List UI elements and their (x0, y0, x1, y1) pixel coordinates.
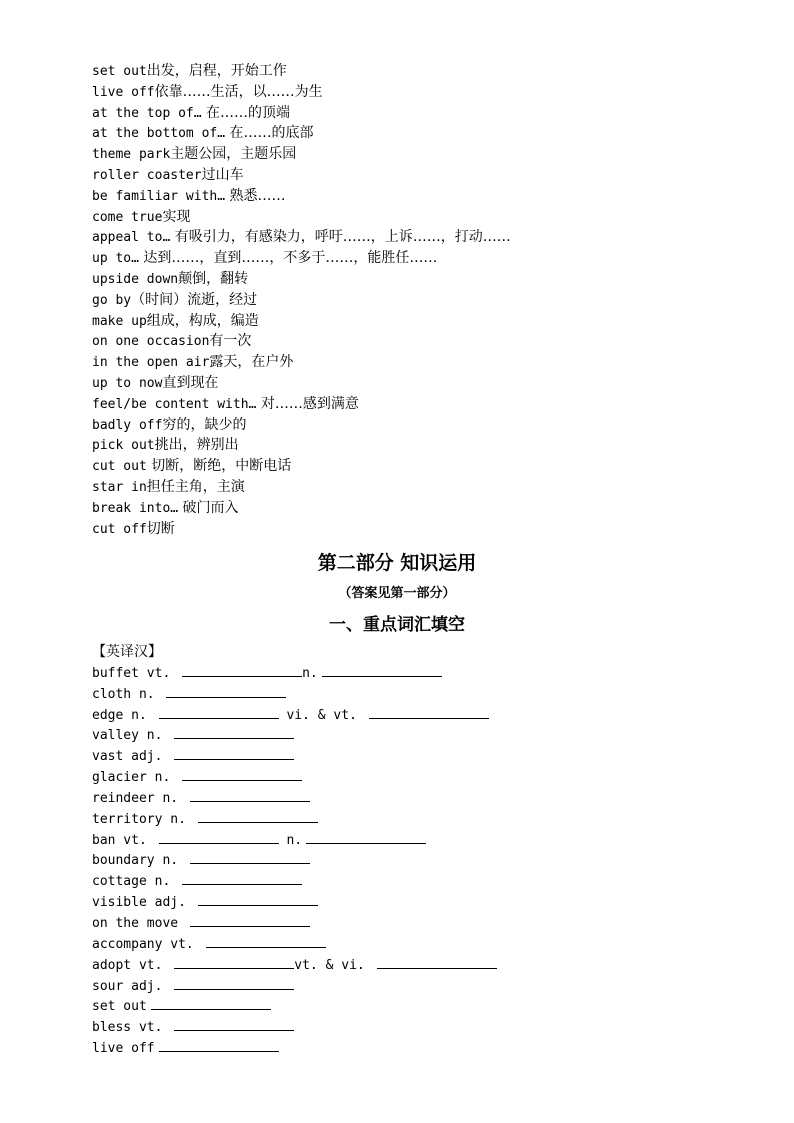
answer-blank[interactable] (306, 830, 426, 844)
phrase-english: set out (92, 64, 147, 79)
phrase-item (92, 331, 732, 352)
phrase-chinese: 破门而入 (178, 499, 239, 516)
phrase-item (92, 394, 732, 415)
answer-blank[interactable] (174, 955, 294, 969)
phrase-english: feel/be content with… (92, 396, 257, 412)
answer-blank[interactable] (174, 976, 294, 990)
phrase-english: theme park (92, 147, 171, 163)
phrase-item (92, 477, 732, 498)
vocab-exercise (92, 642, 732, 1059)
phrase-english: live off (92, 84, 155, 100)
phrase-chinese: 在……的底部 (225, 125, 314, 142)
vocab-term: cottage n. (92, 874, 179, 890)
vocab-item (92, 913, 732, 934)
answer-blank[interactable] (322, 663, 442, 677)
answer-blank[interactable] (174, 725, 294, 739)
vocab-item (92, 788, 732, 809)
phrase-chinese: 直到现在 (162, 374, 219, 391)
answer-blank[interactable] (182, 871, 302, 885)
answer-blank[interactable] (159, 1038, 279, 1052)
vocab-item (92, 705, 732, 726)
answer-blank[interactable] (190, 850, 310, 864)
section-title: 第二部分 知识运用 (317, 552, 477, 574)
phrase-chinese: （时间）流逝，经过 (131, 291, 258, 308)
vocab-label-row (92, 642, 732, 663)
phrase-chinese: 有一次 (209, 333, 252, 350)
vocab-item (92, 663, 732, 684)
phrase-list (92, 61, 732, 539)
vocab-term: territory n. (92, 811, 194, 827)
vocab-term: edge n. (92, 707, 155, 723)
answer-blank[interactable] (174, 746, 294, 760)
answer-blank[interactable] (166, 684, 286, 698)
vocab-term: valley n. (92, 728, 171, 744)
vocab-term-secondary: n. (302, 665, 318, 681)
vocab-term: sour adj. (92, 978, 171, 994)
answer-blank[interactable] (151, 996, 271, 1010)
vocab-item (92, 746, 732, 767)
vocab-term: adopt vt. (92, 957, 171, 973)
answer-blank[interactable] (198, 809, 318, 823)
phrase-english: make up (92, 313, 147, 329)
vocab-item (92, 955, 732, 976)
vocab-term-secondary: vi. & vt. (278, 707, 365, 723)
answer-blank[interactable] (174, 1017, 294, 1031)
phrase-chinese: 组成，构成，编造 (146, 312, 259, 329)
phrase-english: cut off (92, 521, 147, 537)
phrase-chinese: 切断，断绝，中断电话 (146, 458, 292, 475)
phrase-chinese: 担任主角，主演 (146, 478, 245, 495)
phrase-english: badly off (92, 417, 163, 433)
vocab-term: cloth n. (92, 686, 163, 702)
answer-blank[interactable] (159, 705, 279, 719)
phrase-chinese: 出发，启程，开始工作 (146, 63, 287, 79)
phrase-english: on one occasion (92, 334, 210, 350)
vocab-item (92, 1017, 732, 1038)
phrase-item (92, 186, 732, 207)
phrase-chinese: 颠倒，翻转 (178, 270, 249, 287)
vocab-item (92, 850, 732, 871)
answer-blank[interactable] (182, 663, 302, 677)
vocab-item (92, 871, 732, 892)
phrase-item (92, 269, 732, 290)
phrase-chinese: 过山车 (201, 166, 244, 183)
answer-blank[interactable] (190, 913, 310, 927)
phrase-chinese: 有吸引力，有感染力，呼吁……，上诉……，打动…… (170, 229, 511, 246)
phrase-item (92, 227, 732, 248)
phrase-item (92, 165, 732, 186)
vocab-term: ban vt. (92, 832, 155, 848)
vocab-item (92, 892, 732, 913)
phrase-item (92, 248, 732, 269)
vocab-item (92, 767, 732, 788)
vocab-term: accompany vt. (92, 936, 202, 952)
phrase-item (92, 435, 732, 456)
phrase-chinese: 对……感到满意 (256, 395, 359, 412)
phrase-item (92, 415, 732, 436)
phrase-chinese: 熟悉…… (225, 187, 286, 204)
phrase-english: come true (92, 209, 163, 225)
phrase-english: pick out (92, 438, 155, 454)
phrase-chinese: 在……的顶端 (201, 104, 291, 121)
vocab-item (92, 996, 732, 1017)
vocab-term-secondary: vt. & vi. (294, 957, 373, 973)
vocab-term: visible adj. (92, 895, 194, 911)
vocab-item (92, 809, 732, 830)
vocab-term: on the move (92, 915, 186, 931)
section-note: （答案见第一部分） (338, 586, 456, 601)
phrase-item (92, 373, 732, 394)
phrase-chinese: 穷的，缺少的 (162, 416, 247, 433)
phrase-item (92, 123, 732, 144)
phrase-english: star in (92, 479, 147, 495)
phrase-english: up to… (92, 251, 139, 267)
phrase-english: cut out (92, 459, 147, 475)
phrase-chinese: 主题公园，主题乐园 (170, 146, 297, 163)
phrase-english: upside down (92, 271, 179, 287)
vocab-term: glacier n. (92, 770, 179, 786)
vocab-term-secondary: n. (278, 832, 303, 848)
section-subtitle: 一、重点词汇填空 (329, 615, 465, 635)
phrase-chinese: 依靠……生活，以……为生 (154, 83, 323, 100)
phrase-item (92, 456, 732, 477)
phrase-chinese: 露天，在户外 (209, 354, 294, 371)
phrase-item (92, 82, 732, 103)
phrase-chinese: 挑出，辨别出 (154, 437, 239, 454)
vocab-item (92, 934, 732, 955)
vocab-item (92, 725, 732, 746)
phrase-chinese: 实现 (162, 208, 191, 225)
answer-blank[interactable] (190, 788, 310, 802)
answer-blank[interactable] (206, 934, 326, 948)
phrase-item (92, 290, 732, 311)
phrase-item (92, 311, 732, 332)
answer-blank[interactable] (377, 955, 497, 969)
phrase-chinese: 达到……，直到……，不多于……，能胜任…… (138, 250, 438, 267)
vocab-term: set out (92, 999, 147, 1015)
phrase-english: up to now (92, 375, 163, 391)
phrase-item (92, 144, 732, 165)
phrase-english: be familiar with… (92, 188, 226, 204)
phrase-english: go by (92, 292, 132, 308)
vocab-item (92, 830, 732, 851)
phrase-item (92, 207, 732, 228)
vocab-term: boundary n. (92, 853, 186, 869)
answer-blank[interactable] (369, 705, 489, 719)
phrase-item (92, 103, 732, 124)
phrase-english: at the bottom of… (92, 126, 226, 142)
answer-blank[interactable] (182, 767, 302, 781)
vocab-item (92, 684, 732, 705)
vocab-item (92, 976, 732, 997)
answer-blank[interactable] (198, 892, 318, 906)
phrase-chinese: 切断 (146, 520, 175, 537)
phrase-item (92, 498, 732, 519)
phrase-item (92, 352, 732, 373)
vocab-item (92, 1038, 732, 1059)
phrase-english: appeal to… (92, 230, 171, 246)
vocab-term: bless vt. (92, 1020, 171, 1036)
vocab-term: reindeer n. (92, 790, 186, 806)
answer-blank[interactable] (159, 830, 279, 844)
phrase-english: roller coaster (92, 167, 202, 183)
phrase-item (92, 61, 732, 82)
vocab-label: 【英译汉】 (92, 644, 162, 660)
vocab-term: vast adj. (92, 749, 171, 765)
phrase-english: at the top of… (92, 105, 202, 121)
vocab-term: live off (92, 1041, 155, 1057)
phrase-english: in the open air (92, 355, 210, 371)
vocab-term: buffet vt. (92, 665, 179, 681)
phrase-english: break into… (92, 500, 179, 516)
phrase-item (92, 519, 732, 540)
